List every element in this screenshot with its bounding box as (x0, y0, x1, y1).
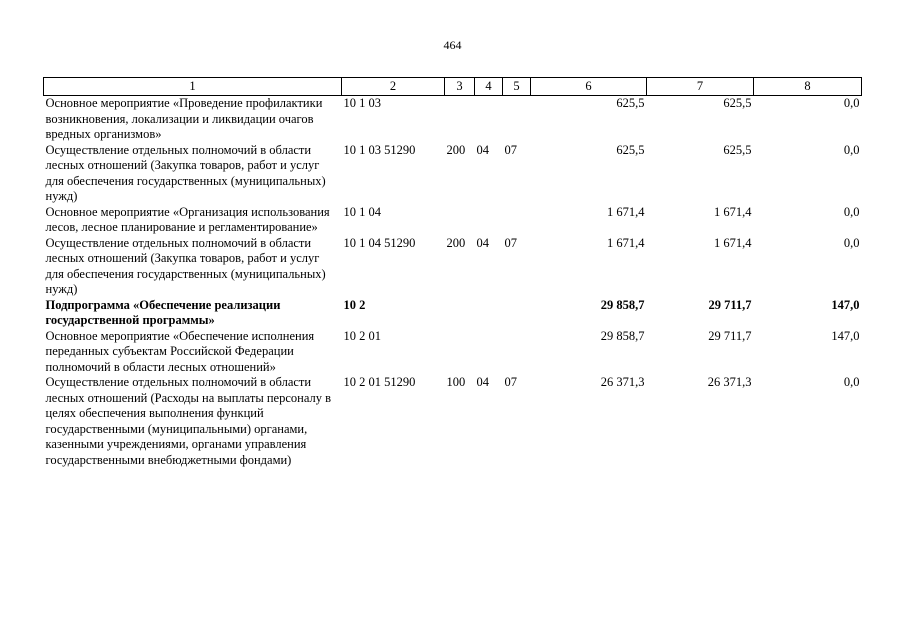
row-expense-type-cell (445, 329, 475, 376)
row-code-cell: 10 1 04 51290 (343, 235, 416, 250)
header-cell-8: 8 (754, 78, 862, 96)
row-value-7-cell: 1 671,4 (714, 204, 752, 219)
row-value-7-cell: 29 711,7 (708, 328, 752, 343)
header-cell-2: 2 (342, 78, 445, 96)
page-number: 464 (443, 38, 462, 52)
row-value-8-cell: 0,0 (843, 204, 860, 219)
table-row (44, 375, 862, 468)
row-value-8-cell: 0,0 (843, 96, 860, 110)
row-subsection-cell: 07 (504, 142, 517, 157)
row-value-6-cell: 26 371,3 (600, 375, 645, 389)
table-row (44, 329, 862, 376)
row-section-cell: 04 (476, 235, 489, 250)
row-subsection-cell (503, 96, 531, 143)
row-value-8-cell: 0,0 (843, 142, 860, 157)
row-value-6-cell: 625,5 (616, 96, 645, 110)
table-row (44, 236, 862, 298)
header-cell-3: 3 (445, 78, 475, 96)
row-value-6-cell: 1 671,4 (607, 235, 645, 250)
row-subsection-cell: 07 (504, 235, 517, 250)
header-cell-6: 6 (531, 78, 647, 96)
row-value-6-cell: 625,5 (616, 142, 645, 157)
row-value-8-cell: 0,0 (843, 375, 860, 389)
row-subsection-cell (503, 205, 531, 236)
row-code-cell: 10 2 01 (343, 328, 381, 343)
header-cell-7: 7 (647, 78, 754, 96)
row-value-6-cell: 29 858,7 (600, 297, 645, 312)
row-value-7-cell: 26 371,3 (707, 375, 752, 389)
row-value-8-cell: 147,0 (831, 297, 860, 312)
row-value-7-cell: 29 711,7 (708, 297, 752, 312)
row-subsection-cell: 07 (504, 375, 517, 389)
table-row (44, 298, 862, 329)
row-expense-type-cell: 200 (446, 142, 466, 157)
header-cell-1: 1 (44, 78, 342, 96)
row-expense-type-cell (445, 205, 475, 236)
row-section-cell: 04 (476, 142, 489, 157)
row-value-6-cell: 1 671,4 (607, 204, 645, 219)
row-name-cell: Осуществление отдельных полномочий в области лесных отношений (Расходы на выплаты персоналу в целях обеспечения выполнения функций государственными (муниципальными) органами, казенными учреждениями, органами управления государственными внебюджетными фондами) (45, 375, 332, 467)
row-section-cell: 04 (476, 375, 489, 389)
table-row (44, 96, 862, 143)
table-row (44, 143, 862, 205)
row-value-7-cell: 1 671,4 (714, 235, 752, 250)
row-value-6-cell: 29 858,7 (600, 328, 645, 343)
row-subsection-cell (503, 298, 531, 329)
row-value-7-cell: 625,5 (723, 96, 752, 110)
row-section-cell (475, 205, 503, 236)
row-section-cell (475, 96, 503, 143)
budget-table (43, 77, 862, 468)
row-code-cell: 10 1 03 51290 (343, 142, 416, 157)
row-code-cell: 10 1 03 (343, 96, 381, 110)
table-row (44, 205, 862, 236)
row-section-cell (475, 298, 503, 329)
row-value-8-cell: 147,0 (831, 328, 860, 343)
header-cell-4: 4 (475, 78, 503, 96)
row-expense-type-cell: 100 (446, 375, 466, 389)
row-expense-type-cell (445, 96, 475, 143)
row-name-cell: Основное мероприятие «Организация использования лесов, лесное планирование и регламентирование» (45, 204, 330, 234)
row-value-8-cell: 0,0 (843, 235, 860, 250)
header-row (44, 78, 862, 96)
row-name-cell: Основное мероприятие «Обеспечение исполнения переданных субъектам Российской Федерации полномочий в области лесных отношений» (45, 328, 315, 374)
row-code-cell: 10 2 (343, 297, 366, 312)
row-expense-type-cell (445, 298, 475, 329)
row-name-cell: Осуществление отдельных полномочий в области лесных отношений (Закупка товаров, работ и услуг для обеспечения государственных (муниципальных) нужд) (45, 142, 326, 203)
row-section-cell (475, 329, 503, 376)
row-name-cell: Подпрограмма «Обеспечение реализации государственной программы» (45, 297, 281, 327)
row-expense-type-cell: 200 (446, 235, 466, 250)
row-name-cell: Основное мероприятие «Проведение профилактики возникновения, локализации и ликвидации очагов вредных организмов» (45, 96, 323, 141)
header-cell-5: 5 (503, 78, 531, 96)
row-value-7-cell: 625,5 (723, 142, 752, 157)
row-name-cell: Осуществление отдельных полномочий в области лесных отношений (Закупка товаров, работ и услуг для обеспечения государственных (муниципальных) нужд) (45, 235, 326, 296)
row-subsection-cell (503, 329, 531, 376)
row-code-cell: 10 2 01 51290 (343, 375, 416, 389)
row-code-cell: 10 1 04 (343, 204, 381, 219)
